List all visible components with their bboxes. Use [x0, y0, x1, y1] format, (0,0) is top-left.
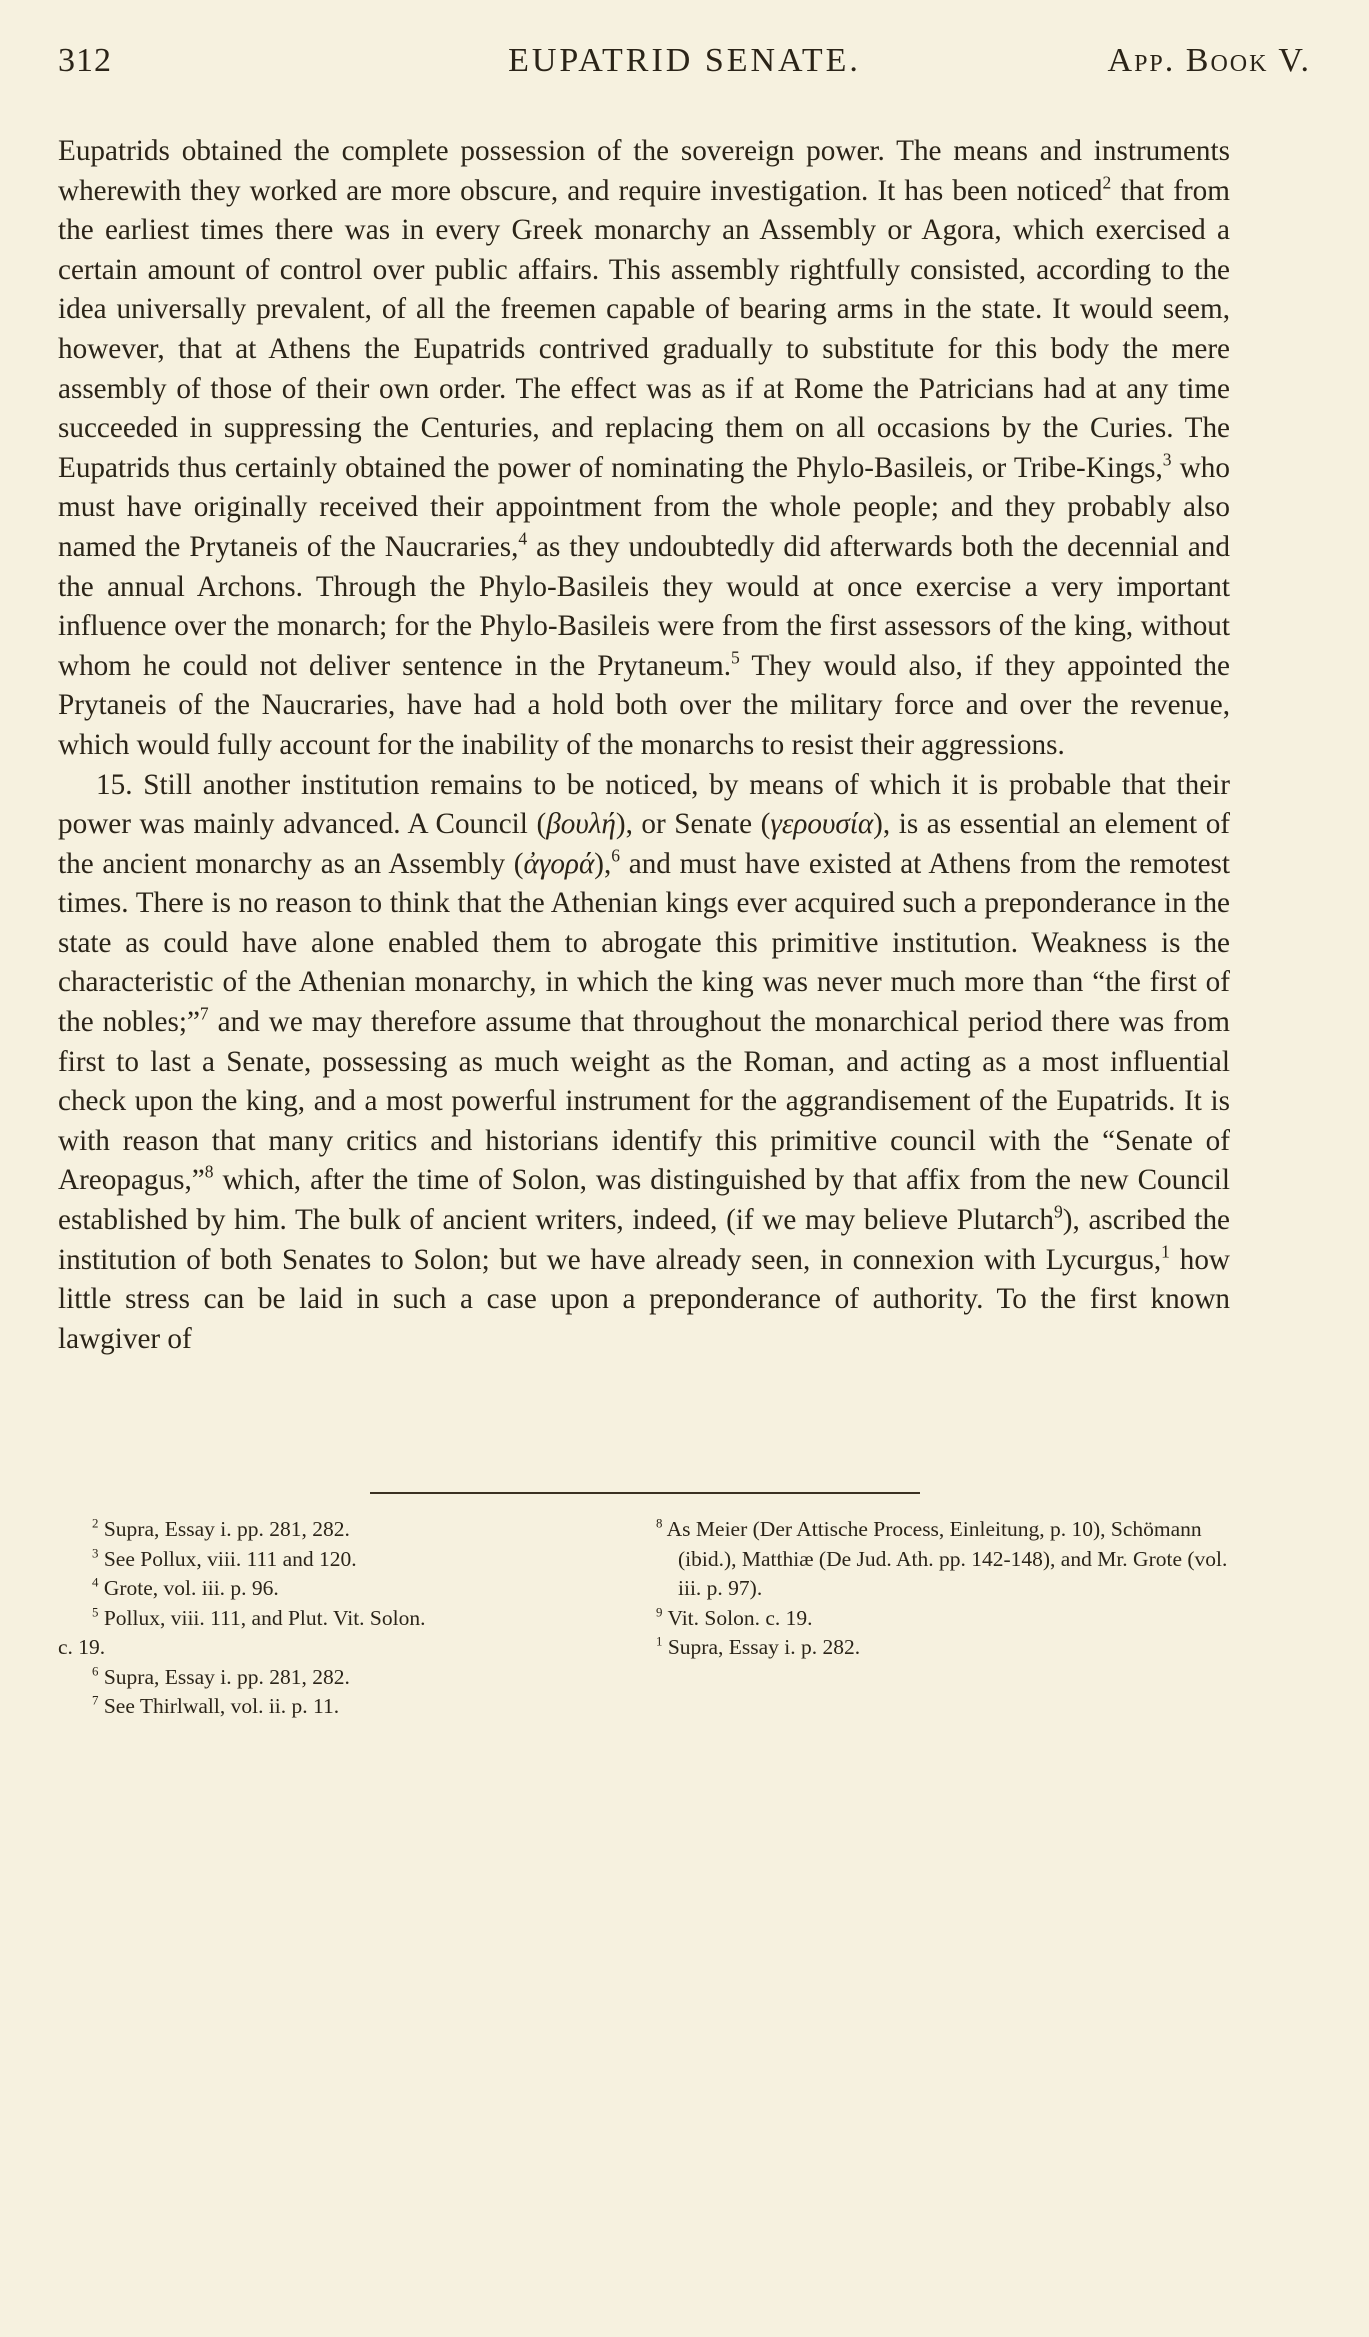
footnote-mark: 3 — [92, 1546, 99, 1561]
text-run: Eupatrids obtained the complete possession of the sovereign power. The means and instruments wherewith they worked are more obscure, and require investigation. It has been noticed — [58, 135, 1230, 207]
text-run: which, after the time of Solon, was distinguished by that affix from the new Council established by him. The bulk of ancient writers, indeed, (if we may believe Plutarch — [58, 1164, 1230, 1237]
footnote-text: See Thirlwall, vol. ii. p. 11. — [103, 1694, 340, 1718]
running-title: EUPATRID SENATE. — [508, 42, 861, 79]
footnote-text: Supra, Essay i. p. 282. — [667, 1635, 861, 1659]
text-run: who must have originally received their appointment from the whole people; and they probably also named the Prytaneis of the Naucraries, — [58, 451, 1230, 563]
footnote-ref: 6 — [611, 845, 621, 866]
text-run: that from the earliest times there was in every Greek monarchy an Assembly or Agora, which exercised a certain amount of control over public affairs. This assembly rightfully consisted, according to the idea universally prevalent, of all the freemen capable of bearing arms in the state. It would seem, however, that at Athens the Eupatrids contrived gradually to substitute for this body the mere assembly of those of their own order. The effect was as if at Rome the Patricians had at any time succeeded in suppressing the Centuries, and replacing them on all occasions by the Curies. The Eupatrids thus certainly obtained the power of nominating the Phylo-Basileis, or Tribe-Kings, — [58, 174, 1230, 484]
text-run: ), — [594, 847, 612, 880]
footnote-mark: 2 — [92, 1516, 99, 1531]
footnote — [92, 1604, 652, 1634]
text-run: and must have existed at Athens from the remotest times. There is no reason to think that the Athenian kings ever acquired such a preponderance in the state as could have alone enabled them to abrogate this primitive institution. Weakness is the characteristic of the Athenian monarchy, in which the king was never much more than “the first of the nobles;” — [58, 847, 1231, 1039]
text-run: ), is as essential an element of the ancient monarchy as an Assembly ( — [58, 808, 1231, 880]
footnote-ref: 9 — [1054, 1201, 1063, 1222]
footnote-text: As Meier (Der Attische Process, Einleitung, p. 10), Schömann (ibid.), Matthiæ (De Jud. Ath. pp. 142-148), and Mr. Grote (vol. iii. p. 97). — [666, 1517, 1228, 1600]
footnote-text: Supra, Essay i. pp. 281, 282. — [103, 1517, 350, 1541]
paragraph-2 — [58, 766, 1230, 1360]
footnote-mark: 7 — [92, 1693, 99, 1708]
footnote-mark: 9 — [656, 1605, 663, 1620]
page-number: 312 — [58, 42, 112, 79]
footnote-mark: 5 — [92, 1605, 99, 1620]
footnote-text: Grote, vol. iii. p. 96. — [103, 1576, 279, 1600]
footnote — [656, 1515, 1238, 1604]
footnote-mark: 4 — [92, 1575, 99, 1590]
footnote — [656, 1633, 1238, 1663]
footnote-ref: 8 — [204, 1162, 214, 1183]
footnotes-left-column — [58, 1515, 652, 1722]
footnote — [92, 1692, 652, 1722]
footnote-mark: 8 — [656, 1516, 663, 1531]
footnote — [92, 1545, 652, 1575]
footnote-ref: 4 — [518, 528, 528, 549]
main-text — [58, 132, 1230, 1359]
greek-term: γερουσία — [770, 808, 874, 841]
footnote-text: Supra, Essay i. pp. 281, 282. — [103, 1664, 350, 1689]
footnote-ref: 2 — [1102, 172, 1112, 193]
paragraph-1 — [58, 132, 1230, 766]
footnote-continuation: c. 19. — [58, 1635, 106, 1659]
greek-term: βουλή — [546, 808, 616, 841]
text-run: and we may therefore assume that throughout the monarchical period there was from first to last a Senate, possessing as much weight as the Roman, and acting as a most influential check upon the king, and a most powerful instrument for the aggrandisement of the Eupatrids. It is with reason that many critics and historians identify this primitive council with the “Senate of Areopagus,” — [58, 1006, 1230, 1197]
running-header — [58, 42, 1311, 92]
footnote — [656, 1604, 1238, 1634]
text-run: ), ascribed the institution of both Senates to Solon; but we have already seen, in connexion with Lycurgus, — [58, 1204, 1230, 1276]
footnote-divider — [370, 1492, 920, 1494]
footnote-text: See Pollux, viii. 111 and 120. — [103, 1546, 357, 1571]
footnote-mark: 1 — [656, 1634, 663, 1649]
section-label: App. Book V. — [1107, 42, 1311, 79]
text-run: as they undoubtedly did afterwards both the decennial and the annual Archons. Through the Phylo-Basileis they would at once exercise a very important influence over the monarch; for the Phylo-Basileis were from the first assessors of the king, without whom he could not deliver sentence in the Prytaneum. — [58, 530, 1230, 682]
footnote-mark: 6 — [92, 1664, 99, 1679]
footnote-ref: 7 — [199, 1003, 209, 1024]
footnotes-right-column — [656, 1515, 1238, 1663]
footnote-text: Pollux, viii. 111, and Plut. Vit. Solon. — [103, 1605, 426, 1630]
text-run: They would also, if they appointed the Prytaneis of the Naucraries, have had a hold both over the military force and over the revenue, which would fully account for the inability of the monarchs to resist their aggressions. — [58, 649, 1230, 761]
footnote-ref: 3 — [1162, 449, 1172, 470]
footnote — [92, 1574, 652, 1604]
footnote-ref: 1 — [1161, 1241, 1170, 1262]
text-run: ), or Senate ( — [615, 808, 771, 841]
footnote-ref: 5 — [731, 647, 740, 668]
footnote — [92, 1515, 652, 1545]
text-run: 15. Still another institution remains to be noticed, by means of which it is probable that their power was mainly advanced. A Council ( — [58, 768, 1230, 841]
footnote — [92, 1663, 652, 1693]
text-run: how little stress can be laid in such a case upon a preponderance of authority. To the first known lawgiver of — [58, 1243, 1230, 1355]
greek-term: ἀγορά — [523, 847, 595, 880]
footnote-text: Vit. Solon. c. 19. — [667, 1605, 813, 1630]
